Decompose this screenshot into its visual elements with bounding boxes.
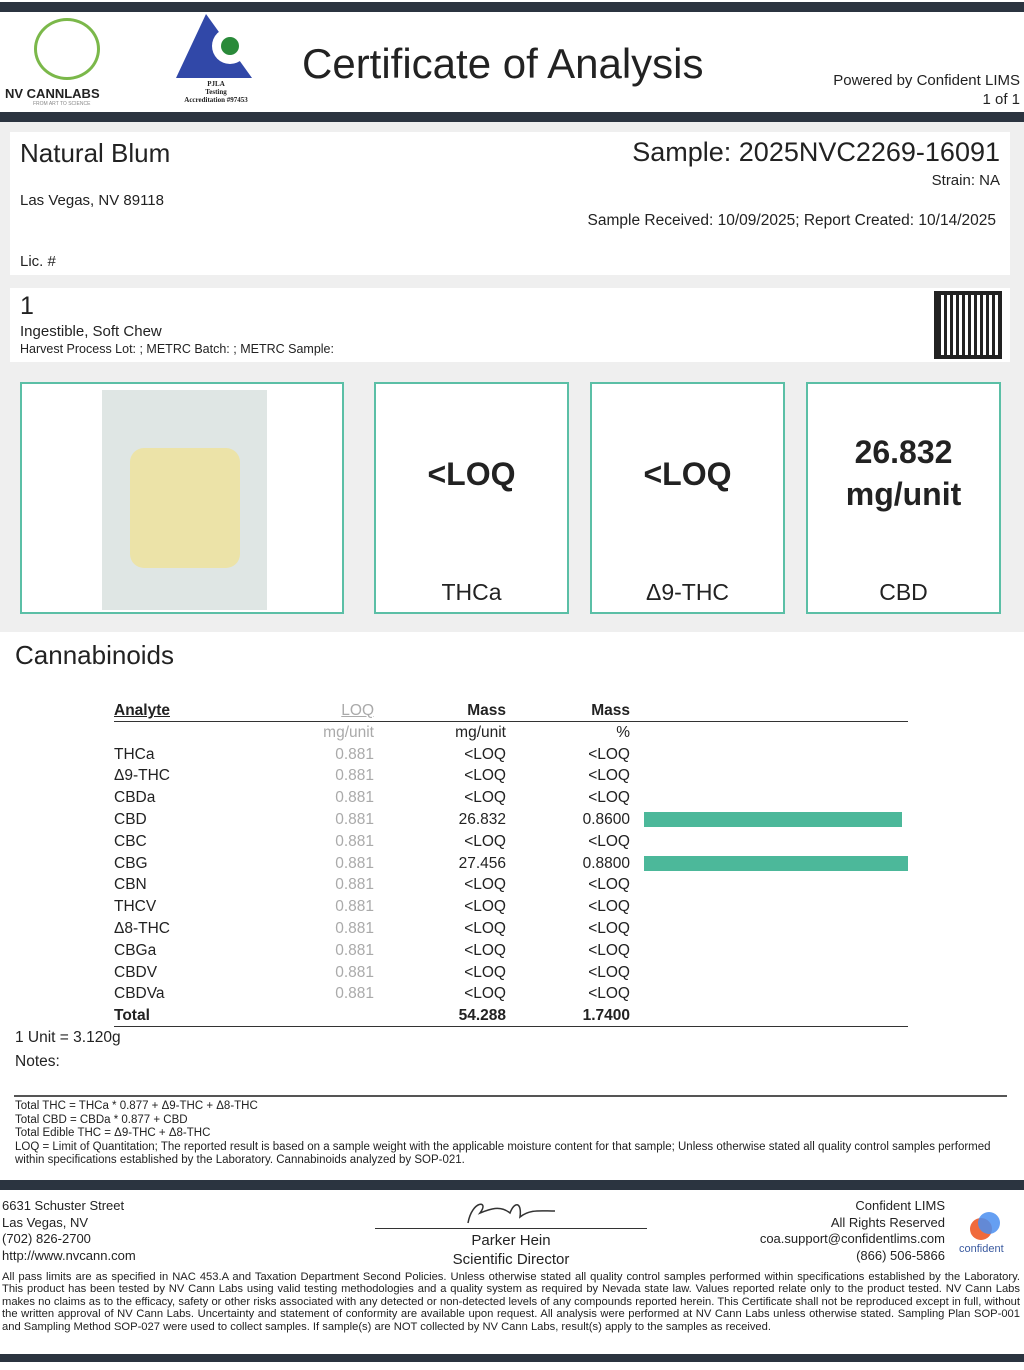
lab-address: 6631 Schuster Street Las Vegas, NV (702) 826-2700 http://www.nvcann.com [2,1198,136,1263]
analyte: THCV [114,898,157,916]
footnote: Total Edible THC = Δ9-THC + Δ8-THC [15,1127,211,1139]
footnote: LOQ = Limit of Quantitation; The reported result is based on a sample weight with the applicable moisture content for that sample; Unless otherwise stated all quality control samples performed within specifications established by the Laboratory. Cannabinoids analyzed by SOP-021. [15,1140,991,1166]
confident-logo-text: confident [959,1243,1004,1255]
confident-logo-icon [970,1212,1002,1240]
lims-info: Confident LIMS All Rights Reserved coa.support@confidentlims.com (866) 506-5866 [759,1198,945,1263]
footnotes [15,1100,995,1168]
client-name: Natural Blum [20,138,171,168]
license: Lic. # [20,253,56,270]
loq: 0.881 [335,963,374,981]
col-mass-mg: Mass [467,702,506,719]
mass-pct: <LOQ [588,919,630,937]
signer-name: Parker Hein [471,1232,551,1249]
signature-icon [460,1195,560,1229]
mass-mg: <LOQ [464,876,506,894]
loq: 0.881 [335,832,374,850]
analyte: THCa [114,745,155,763]
qr-code-icon [934,291,1002,359]
mass-pct: <LOQ [588,832,630,850]
product-image-card [20,382,344,614]
total-label: Total [114,1007,150,1025]
notes: Notes: [15,1053,60,1070]
lab-tagline: FROM ART TO SCIENCE [33,101,91,107]
mass-mg: <LOQ [464,789,506,807]
disclaimer: All pass limits are as specified in NAC 453.A and Taxation Department Second Policies. Unless otherwise stated all quality control samples performed within specifications established by the Laboratory. This product has been tested by NV Cann Labs using valid testing methodologies and a quality system as required by Nevada state law. Values reported relate only to the product tested. NV Cann Labs makes no claims as to the efficacy, safety or other risks associated with any detected or non-detected levels of any compounds reported herein. This Certificate shall not be reproduced except in full, without the written approval of NV Cann Labs. Uncertainty and statement of conformity are available upon request. All analysis were performed at NV Cann Labs unless otherwise stated. Sampling Plan SOP-001 and Sampling Method SOP-027 were used to collect samples. If sample(s) are NOT collected by NV Cann Labs, result(s) apply to the samples as received. [2,1271,1020,1333]
table-header [114,700,908,722]
analyte: CBG [114,854,148,872]
analyte: Δ8-THC [114,919,170,937]
mass-pct: 0.8600 [582,810,630,828]
total-pct: 1.7400 [582,1007,630,1025]
total-row [114,1005,908,1027]
table-row [114,896,908,918]
units-row [114,722,908,744]
footer-divider [0,1180,1024,1190]
total-mg: 54.288 [458,1007,506,1025]
unit-loq: mg/unit [323,723,374,741]
page-number: 1 of 1 [982,91,1020,108]
summary-label: Δ9-THC [645,579,730,605]
mass-pct: <LOQ [588,898,630,916]
loq: 0.881 [335,810,374,828]
analyte: CBDa [114,789,156,807]
table-row [114,962,908,984]
mass-mg: <LOQ [464,767,506,785]
result-bar [644,812,902,827]
summary-d9thc-card [590,382,785,614]
mass-mg: <LOQ [464,963,506,981]
col-mass-pct: Mass [591,702,630,719]
table-row [114,787,908,809]
loq: 0.881 [335,876,374,894]
loq: 0.881 [335,854,374,872]
page-title: Certificate of Analysis [302,40,704,87]
table-row [114,874,908,896]
product-photo [102,390,267,610]
lab-name: NV CANNLABS [5,86,100,101]
loq: 0.881 [335,898,374,916]
mass-mg: 26.832 [458,810,506,828]
analyte: Δ9-THC [114,767,170,785]
accreditation: PJLA Testing Accreditation #97453 [184,80,248,104]
summary-value: <LOQ [427,456,516,492]
mass-mg: <LOQ [464,832,506,850]
summary-cbd-card [806,382,1001,614]
footnote: Total CBD = CBDa * 0.877 + CBD [15,1113,188,1126]
summary-thca-card [374,382,569,614]
mass-pct: <LOQ [588,963,630,981]
summary-label: CBD [879,579,928,605]
client-panel [10,132,1010,275]
col-loq: LOQ [341,702,374,719]
mass-pct: <LOQ [588,745,630,763]
signer-title: Scientific Director [452,1251,570,1268]
loq: 0.881 [335,941,374,959]
loq: 0.881 [335,985,374,1003]
analyte: CBC [114,832,147,850]
mass-pct: <LOQ [588,789,630,807]
unit-mg: mg/unit [455,723,506,741]
analyte: CBDV [114,963,158,981]
sample-dates: Sample Received: 10/09/2025; Report Created: 10/14/2025 [587,212,996,229]
mass-mg: <LOQ [464,745,506,763]
signature-line [375,1228,647,1229]
powered-by: Powered by Confident LIMS [833,72,1020,89]
mass-pct: <LOQ [588,941,630,959]
summary-value: <LOQ [643,456,732,492]
cannabinoid-table [114,700,908,1027]
analyte: CBN [114,876,147,894]
mass-mg: 27.456 [458,854,506,872]
mass-pct: <LOQ [588,985,630,1003]
header-divider [0,112,1024,122]
loq: 0.881 [335,919,374,937]
section-title: Cannabinoids [15,640,175,670]
lot-info: Harvest Process Lot: ; METRC Batch: ; METRC Sample: [20,342,334,356]
col-analyte: Analyte [114,702,170,719]
loq: 0.881 [335,745,374,763]
summary-unit: mg/unit [845,476,962,512]
table-row [114,765,908,787]
pjla-logo-icon [176,14,254,80]
analyte: CBGa [114,941,157,959]
mass-mg: <LOQ [464,919,506,937]
strain: Strain: NA [931,172,1000,189]
footnote: Total THC = THCa * 0.877 + Δ9-THC + Δ8-THC [15,1100,258,1112]
nv-cannlabs-logo-icon [34,18,100,80]
result-bar [644,856,908,871]
unit-pct: % [616,723,630,741]
product-number: 1 [20,292,34,320]
table-row [114,744,908,766]
mass-pct: <LOQ [588,767,630,785]
sample-id: Sample: 2025NVC2269-16091 [632,137,1000,167]
table-row [114,853,908,875]
table-row [114,918,908,940]
mass-mg: <LOQ [464,898,506,916]
top-bar [0,2,1024,12]
table-row [114,809,908,831]
mass-mg: <LOQ [464,985,506,1003]
table-row [114,831,908,853]
mass-pct: <LOQ [588,876,630,894]
analyte: CBDVa [114,985,165,1003]
product-panel [10,288,1010,362]
mass-pct: 0.8800 [582,854,630,872]
signer [375,1231,647,1269]
divider [14,1095,1007,1097]
mass-mg: <LOQ [464,941,506,959]
product-type: Ingestible, Soft Chew [20,323,162,340]
loq: 0.881 [335,767,374,785]
client-address: Las Vegas, NV 89118 [20,192,164,209]
analyte: CBD [114,810,147,828]
table-row [114,983,908,1005]
summary-value: 26.832 [854,434,953,470]
summary-label: THCa [441,579,502,605]
unit-weight: 1 Unit = 3.120g [15,1029,121,1046]
loq: 0.881 [335,789,374,807]
bottom-bar [0,1354,1024,1362]
table-row [114,940,908,962]
